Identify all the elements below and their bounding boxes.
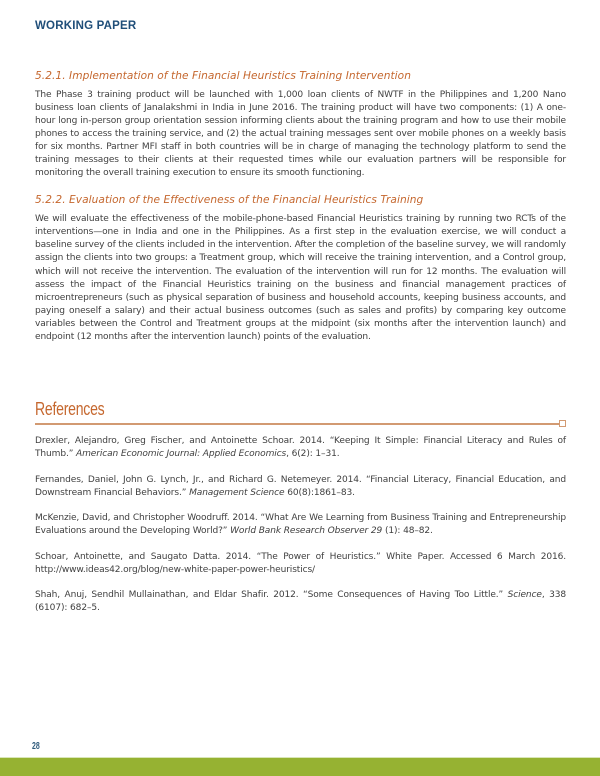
- reference-item: [35, 474, 566, 500]
- page-number: 28: [32, 741, 40, 752]
- reference-citation: 60(8):1861–83.: [284, 487, 355, 498]
- reference-item: [35, 551, 566, 577]
- section-implementation: [35, 70, 566, 180]
- section-heading: 5.2.2. Evaluation of the Effectiveness of the Financial Heuristics Training: [35, 194, 424, 207]
- references-title: References: [35, 399, 105, 419]
- main-content: [35, 70, 566, 358]
- reference-text: Drexler, Alejandro, Greg Fischer, and Antoinette Schoar. 2014. “Keeping It Simple: Financial Literacy and Rules of Thumb.”: [35, 436, 566, 460]
- reference-journal: World Bank Research Observer 29: [230, 526, 383, 537]
- references-header: [35, 398, 566, 420]
- section-body: We will evaluate the effectiveness of the mobile-phone-based Financial Heuristics training by running two RCTs of the interventions—one in India and one in the Philippines. As a first step in the evaluation exercise, we will conduct a baseline survey of the clients included in the intervention. After the completion of the baseline survey, we will randomly assign the clients into two groups: a Treatment group, which will receive the training intervention, and a Control group, which will not receive the intervention. The evaluation of the intervention will run for 12 months. The evaluation will assess the impact of the Financial Heuristics training on the business and financial management practices of microentrepreneurs (such as physical separation of business and household accounts, keeping business accounts, and paying oneself a salary) and their actual business outcomes (such as sales and profits) by comparing key outcome variables between the Control and Treatment groups at the midpoint (six months after the intervention launch) and endpoint (12 months after the intervention launch) points of the evaluation.: [35, 214, 566, 342]
- reference-citation: (1): 48–82.: [382, 526, 433, 537]
- section-heading: 5.2.1. Implementation of the Financial Heuristics Training Intervention: [35, 70, 411, 82]
- references-divider: [35, 423, 560, 425]
- section-body: The Phase 3 training product will be launched with 1,000 loan clients of NWTF in the Philippines and 1,200 Nano business loan clients of Janalakshmi in India in June 2016. The training product will have two components: (1) A one-hour long in-person group orientation session informing clients about the training program and how to use their mobile phones to access the training service, and (2) the actual training messages sent over mobile phones on a weekly basis for six months. Partner MFI staff in both countries will be in charge of managing the technology platform to send the training messages to their clients at their requested times while our evaluation partners will be responsible for monitoring the overall training execution to ensure its smooth functioning.: [35, 90, 566, 179]
- section-evaluation: [35, 194, 566, 343]
- reference-item: [35, 589, 566, 615]
- reference-item: [35, 435, 566, 461]
- reference-text: Schoar, Antoinette, and Saugato Datta. 2014. “The Power of Heuristics.” White Paper. Accessed 6 March 2016. http://www.ideas42.org/blog/new-white-paper-power-heuristics/: [35, 551, 566, 575]
- divider-end-square-icon: [559, 420, 566, 427]
- reference-item: [35, 512, 566, 538]
- reference-journal: Management Science: [189, 487, 285, 498]
- footer-bar: [0, 758, 600, 776]
- reference-text: McKenzie, David, and Christopher Woodruff. 2014. “What Are We Learning from Business Training and Entrepreneurship Evaluations around the Developing World?”: [35, 513, 566, 537]
- reference-text: Fernandes, Daniel, John G. Lynch, Jr., and Richard G. Netemeyer. 2014. “Financial Literacy, Financial Education, and Downstream Financial Behaviors.”: [35, 474, 566, 498]
- references-list: [35, 435, 566, 628]
- reference-text: Shah, Anuj, Sendhil Mullainathan, and Eldar Shafir. 2012. “Some Consequences of Having Too Little.”: [35, 590, 508, 601]
- reference-journal: Science: [507, 590, 542, 601]
- reference-journal: American Economic Journal: Applied Economics: [76, 449, 287, 460]
- running-head: WORKING PAPER: [35, 20, 137, 32]
- reference-citation: , 6(2): 1–31.: [286, 449, 340, 460]
- reference-citation: , 338 (6107): 682–5.: [35, 590, 566, 614]
